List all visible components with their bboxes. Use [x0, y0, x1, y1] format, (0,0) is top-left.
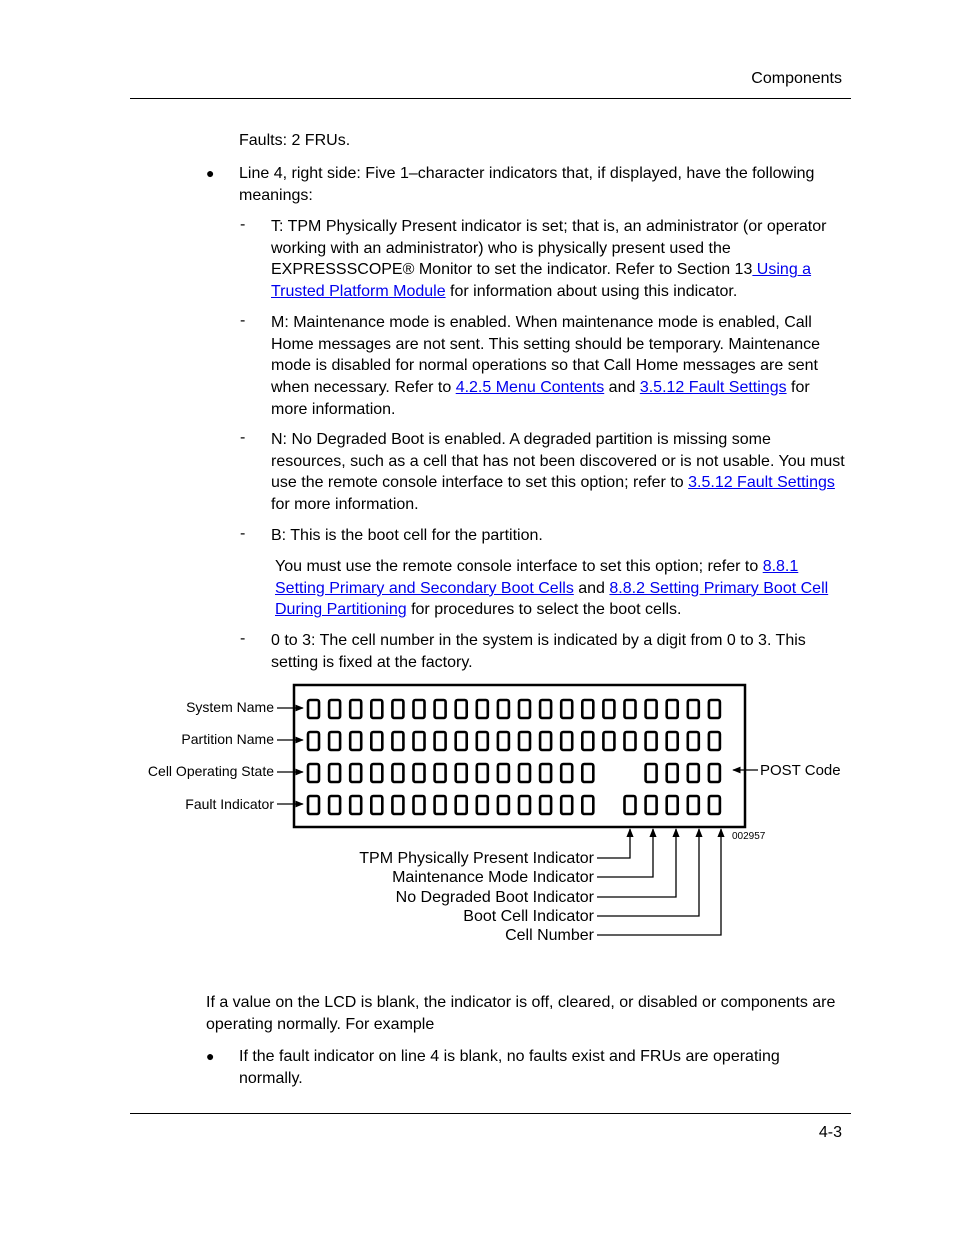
bullet-fault-blank: If the fault indicator on line 4 is blank, no faults exist and FRUs are operating normally.: [239, 1048, 780, 1087]
indicator-leader-line: [597, 829, 630, 858]
para-blank-value: If a value on the LCD is blank, the indicator is off, cleared, or disabled or components are operating normally. For example: [206, 994, 836, 1033]
label-maintenance-indicator: Maintenance Mode Indicator: [392, 869, 594, 886]
item-n: N: No Degraded Boot is enabled. A degraded partition is missing some resources, such as a cell that has not been discovered or is not usable. You must use the remote console interface to set this option; refer to 3.5.12 Fault Settings for more information.: [271, 431, 845, 514]
post-code-label: POST Code: [760, 762, 841, 779]
link-fault-settings-2[interactable]: 3.5.12 Fault Settings: [688, 474, 835, 492]
figure-id: 002957: [732, 831, 766, 842]
bullet-marker: ●: [206, 165, 215, 181]
header-rule: [130, 98, 851, 99]
dash-marker: -: [240, 216, 246, 233]
lcd-diagram: [130, 676, 850, 946]
link-fault-settings[interactable]: 3.5.12 Fault Settings: [639, 379, 787, 397]
bullet-line4-right: Line 4, right side: Five 1–character indicators that, if displayed, have the following meanings:: [239, 165, 815, 204]
page-number: 4-3: [818, 1124, 842, 1141]
label-tpm-indicator: TPM Physically Present Indicator: [359, 850, 594, 867]
link-boot-cells[interactable]: 8.8.1 Setting Primary and Secondary Boot Cells: [275, 558, 799, 597]
indicator-leader-line: [597, 829, 676, 897]
running-header: Components: [751, 70, 842, 87]
item-t: T: TPM Physically Present indicator is set; that is, an administrator (or operator working with an administrator) who is physically present used the EXPRESSSCOPE® Monitor to set the indicator. Refer to Section 13 Using a Trusted Platform Module for information about using this indicator.: [271, 218, 827, 301]
indicator-leader-line: [597, 829, 721, 935]
link-using-tpm[interactable]: Using a Trusted Platform Module: [271, 261, 812, 301]
indicator-leader-line: [597, 829, 699, 916]
dash-marker: -: [240, 525, 246, 542]
footer-rule: [130, 1113, 851, 1114]
item-m: M: Maintenance mode is enabled. When maintenance mode is enabled, Call Home messages are not sent. This setting should be temporary. Maintenance mode is disabled for normal operations so that Call Home messages are sent when necessary. Refer to 4.2.5 Menu Contents and 3.5.12 Fault Settings for more information.: [271, 314, 821, 418]
link-boot-cell-partitioning[interactable]: 8.8.2 Setting Primary Boot Cell During Partitioning: [275, 579, 829, 619]
item-b-note: You must use the remote console interface to set this option; refer to 8.8.1 Setting Primary and Secondary Boot Cells and 8.8.2 Setting Primary Boot Cell During Partitioning for procedures to select the boot cells.: [275, 558, 829, 619]
dash-marker: -: [240, 312, 246, 329]
row-label-cell-operating-state: Cell Operating State: [147, 763, 274, 779]
label-no-degraded-boot: No Degraded Boot Indicator: [395, 889, 594, 906]
link-menu-contents[interactable]: 4.2.5 Menu Contents: [455, 379, 605, 397]
bullet-marker: ●: [206, 1048, 215, 1064]
indicator-leader-line: [597, 829, 653, 877]
row-label-fault-indicator: Fault Indicator: [185, 796, 274, 812]
indicator-leaders: [597, 829, 721, 935]
faults-line: Faults: 2 FRUs.: [239, 132, 351, 149]
label-cell-number: Cell Number: [505, 927, 594, 944]
dash-marker: -: [240, 630, 246, 647]
row-label-partition-name: Partition Name: [181, 731, 274, 747]
row-label-system-name: System Name: [186, 699, 274, 715]
item-b: B: This is the boot cell for the partition.: [271, 527, 543, 544]
dash-marker: -: [240, 429, 246, 446]
label-boot-cell: Boot Cell Indicator: [463, 908, 594, 925]
item-cell: 0 to 3: The cell number in the system is indicated by a digit from 0 to 3. This setting is fixed at the factory.: [271, 632, 806, 671]
